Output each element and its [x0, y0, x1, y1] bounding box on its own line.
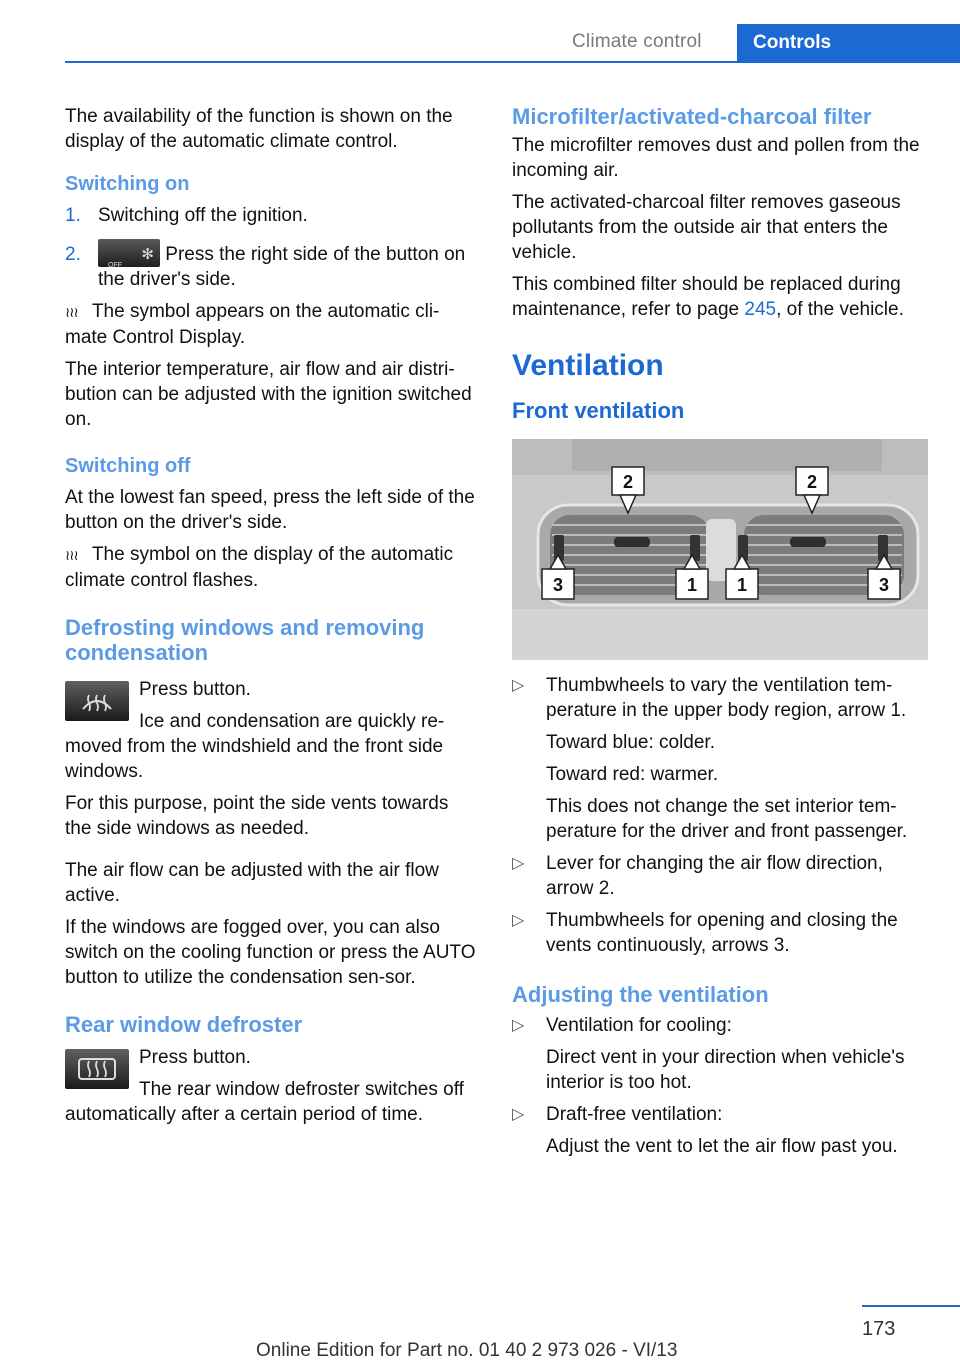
triangle-bullet-icon: ▷: [512, 855, 525, 872]
windshield-defrost-icon: [65, 681, 129, 721]
list-item: [512, 1102, 932, 1159]
ventilation-title: Ventilation: [512, 349, 664, 382]
off-label: OFF: [108, 262, 122, 269]
triangle-bullet-icon: ▷: [512, 677, 525, 694]
symbol-paragraph: [65, 542, 477, 593]
filter-text-3: [512, 272, 932, 322]
arrow-label: 3: [552, 575, 564, 595]
edition-footer: Online Edition for Part no. 01 40 2 973 026 - VI/13: [256, 1340, 678, 1361]
list-item-text: Ventilation for cooling:: [546, 1015, 732, 1036]
list-item-sub: Adjust the vent to let the air flow past you.: [546, 1136, 898, 1157]
filter-text-3a: This combined filter should be replaced during maintenance, refer to page: [512, 274, 901, 320]
page-link[interactable]: 245: [744, 299, 777, 320]
defrost-text-3: The air flow can be adjusted with the air flow active.: [65, 860, 439, 906]
step-text: Press the right side of the button on the driver's side.: [98, 244, 466, 290]
rear-press: Press button.: [139, 1047, 251, 1068]
header-tab: [737, 24, 960, 62]
defrost-heading: Defrosting windows and removing condensation: [65, 615, 425, 665]
list-item-sub: This does not change the set interior tem-perature for the driver and front passenger.: [546, 796, 908, 842]
list-item: [512, 851, 932, 901]
header-tab-label: Controls: [753, 32, 832, 53]
switching-on-heading: Switching on: [65, 173, 190, 195]
left-column: [65, 104, 477, 1134]
switching-off-text: At the lowest fan speed, press the left side of the button on the driver's side.: [65, 487, 475, 533]
residual-heat-icon: ≀≀≀: [65, 547, 78, 563]
rear-window-defrost-icon: [65, 1049, 129, 1089]
triangle-bullet-icon: ▷: [512, 1106, 525, 1123]
defrost-press: Press button.: [139, 679, 251, 700]
filter-text-2: The activated-charcoal filter removes gaseous pollutants from the outside air that enters the vehicle.: [512, 192, 901, 263]
list-item-text: Thumbwheels to vary the ventilation tem-perature in the upper body region, arrow 1.: [546, 675, 907, 721]
header-rule: [65, 61, 960, 63]
page-number-rule: [862, 1305, 960, 1307]
page-header: [0, 0, 960, 64]
defrost-text-1: Ice and condensation are quickly re-moved from the windshield and the front side windows.: [65, 711, 445, 782]
front-ventilation-subtitle: Front ventilation: [512, 398, 685, 423]
list-item-sub: Direct vent in your direction when vehicle's interior is too hot.: [546, 1047, 905, 1093]
adjusting-heading: Adjusting the ventilation: [512, 982, 769, 1007]
fan-button-icon: [98, 239, 160, 267]
fan-icon: ✻: [141, 246, 154, 263]
list-item-sub: Toward red: warmer.: [546, 764, 719, 785]
step-item: [65, 242, 477, 292]
defrost-paragraph: [65, 677, 477, 784]
list-item: [512, 908, 932, 958]
intro-paragraph: The availability of the function is shown on the display of the automatic climate control.: [65, 106, 453, 152]
rear-defroster-paragraph: [65, 1045, 477, 1127]
arrow-label: 1: [686, 575, 698, 595]
list-item: [512, 1013, 932, 1095]
residual-heat-icon: ≀≀≀: [65, 304, 78, 320]
triangle-bullet-icon: ▷: [512, 1017, 525, 1034]
rear-text: The rear window defroster switches off automatically after a certain period of time.: [65, 1079, 464, 1125]
step-number: 1.: [65, 205, 81, 226]
list-item-sub: Toward blue: colder.: [546, 732, 715, 753]
symbol-text: The symbol on the display of the automatic climate control flashes.: [65, 544, 454, 591]
list-item-text: Draft-free ventilation:: [546, 1104, 723, 1125]
right-column: [512, 104, 932, 1166]
step-text: Switching off the ignition.: [98, 205, 308, 226]
adjust-paragraph: The interior temperature, air flow and air distri-bution can be adjusted with the ignition switched on.: [65, 359, 472, 430]
list-item: [512, 673, 932, 844]
list-item-text: Thumbwheels for opening and closing the vents continuously, arrows 3.: [546, 910, 898, 956]
step-number: 2.: [65, 244, 81, 265]
page-number: 173: [862, 1318, 896, 1340]
arrow-label: 1: [736, 575, 748, 595]
switching-off-heading: Switching off: [65, 455, 191, 477]
symbol-text: The symbol appears on the automatic cli-mate Control Display.: [65, 301, 440, 348]
ventilation-figure: [512, 439, 928, 660]
filter-text-1: The microfilter removes dust and pollen from the incoming air.: [512, 135, 920, 181]
arrow-label: 2: [622, 472, 634, 492]
rear-defroster-heading: Rear window defroster: [65, 1012, 303, 1037]
filter-text-3b: , of the vehicle.: [776, 299, 904, 320]
step-item: [65, 203, 477, 228]
symbol-paragraph: [65, 299, 477, 350]
filter-heading: Microfilter/activated-charcoal filter: [512, 104, 872, 129]
defrost-text-4: If the windows are fogged over, you can also switch on the cooling function or press the AUTO button to utilize the condensation sen-sor.: [65, 917, 476, 988]
header-section-label: Climate control: [572, 31, 702, 52]
defrost-text-2: For this purpose, point the side vents towards the side windows as needed.: [65, 793, 449, 839]
triangle-bullet-icon: ▷: [512, 912, 525, 929]
arrow-label: 2: [806, 472, 818, 492]
list-item-text: Lever for changing the air flow direction, arrow 2.: [546, 853, 883, 899]
arrow-label: 3: [878, 575, 890, 595]
